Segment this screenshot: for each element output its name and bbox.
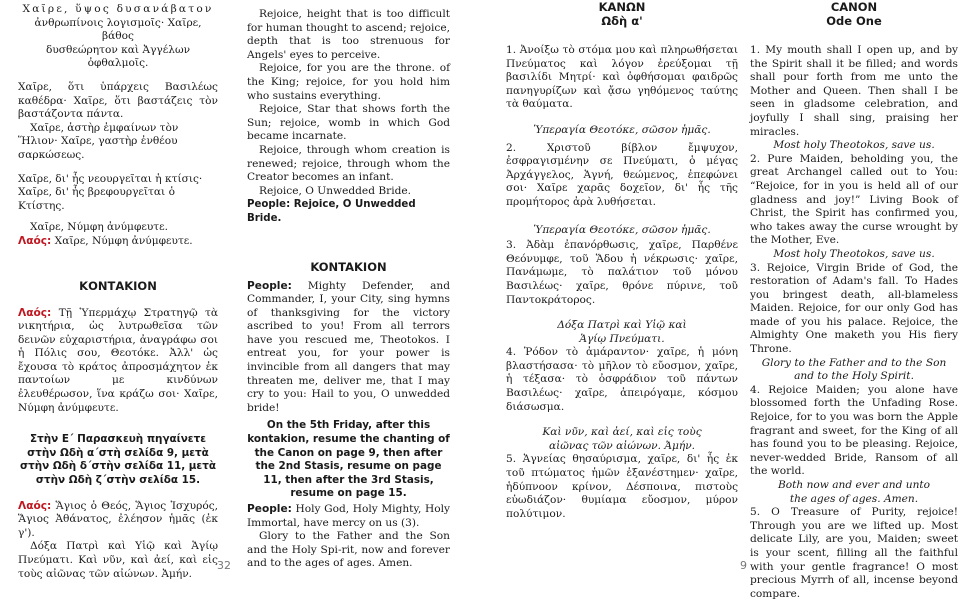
- refrain-1-greek: Ὑπεραγία Θεοτόκε, σῶσον ἡμᾶς.: [533, 123, 711, 136]
- rejoice-bride: Rejoice, O Unwedded Bride.: [259, 184, 412, 197]
- canon-title-greek: ΚΑΝΩΝ: [598, 0, 646, 14]
- people-response: [18, 235, 218, 249]
- english-akathist-column: [247, 0, 450, 571]
- rejoice-throne: Rejoice, for you are the throne. of the King; rejoice, for you hold him who sustains everything.: [247, 62, 450, 102]
- salutation-line-3: δυσθεώρητον καὶ Ἀγγέλων ὀφθαλμοῖς.: [45, 43, 191, 70]
- trisagion-people-label: Λαός:: [18, 499, 52, 512]
- greek-canon-column: [506, 0, 738, 521]
- ode-title-english: Ode One: [826, 14, 882, 28]
- rejoice-star: Rejoice, Star that shows forth the Sun; rejoice, womb in which God became incarnate.: [247, 103, 450, 143]
- salutation-line-2: ἀνθρωπίνοις λογισμοῖς· Χαῖρε, βάθος: [34, 16, 202, 43]
- troparion-2-english: 2. Pure Maiden, beholding you, the great Archangel called out to You: “Rejoice, for in you is held all of our gladness and joy!” Living Book of Christ, the Spirit has confirmed you, who takes away the curse wrought by the Mother, Eve.: [750, 152, 958, 247]
- doxa-line-2-greek: Ἁγίῳ Πνεύματι.: [579, 332, 665, 345]
- kontakion-text-block: [18, 307, 218, 416]
- friday-rubric-en: On the 5th Friday, after this kontakion, resume the chanting of the Canon on page 9, then after the 2nd Stasis, resume on page 11, then after the 3rd Stasis, resume on page 15.: [247, 419, 450, 500]
- people-rejoice-bride: People: Rejoice, O Unwedded Bride.: [247, 199, 416, 224]
- salutation-stanza-4: Χαῖρε, δι' ἧς νεουργεῖται ἡ κτίσις· Χαῖρε, δι' ἧς βρεφουργεῖται ὁ Κτίστης.: [18, 172, 203, 212]
- rejoice-creation: Rejoice, through whom creation is renewed; rejoice, through whom the Creator becomes an infant.: [247, 143, 450, 184]
- trisagion-en-people-label: People:: [247, 503, 292, 515]
- trisagion-en-block: [247, 503, 450, 530]
- troparion-4-english: 4. Rejoice Maiden; you alone have blossomed forth the Unfading Rose. Rejoice, for to you was born the Apple fragrant and sweet, for the King of all has found you to be pleasing. Rejoice, never-wedded Bride, Ransom of all the world.: [750, 383, 958, 478]
- friday-rubric: Στὴν Ε΄ Παρασκευὴ πηγαίνετε στὴν Ωδὴ α΄στὴ σελίδα 9, μετὰ στὴν Ωδὴ δ΄στὴν σελίδα 11, μετὰ στὴν Ωδὴ ζ΄στὴν σελίδα 15.: [20, 433, 216, 487]
- doxa-text: Δόξα Πατρὶ καὶ Υἱῷ καὶ Ἁγίῳ Πνεύματι. Καὶ νῦν, καὶ ἀεί, καὶ εἰς τοὺς αἰῶνας τῶν αἰώνων. Ἀμήν.: [18, 540, 218, 580]
- troparion-4-greek: 4. Ῥόδον τὸ ἀμάραντον· χαῖρε, ἡ μόνη βλαστήσασα· τὸ μῆλον τὸ εὔοσμον, χαῖρε, ἡ τέξασα· τὸ ὀσφράδιον τοῦ πάντων Βασιλέως· χαῖρε, ἀπειρόγαμε, κόσμου διάσωσμα.: [506, 346, 738, 413]
- kai-nyn-line-1: Καὶ νῦν, καὶ ἀεί, καὶ εἰς τοὺς: [542, 426, 702, 439]
- ode-title-greek: Ωδὴ α': [601, 14, 643, 28]
- rejoice-height: Rejoice, height that is too difficult for human thought to ascend; rejoice, depth that is too strenuous for Angels' eyes to perceive.: [247, 8, 450, 61]
- kontakion-title-en: KONTAKION: [310, 259, 387, 274]
- both-now-line-2: the ages of ages. Amen.: [789, 492, 919, 505]
- kontakion-en-text: Mighty Defender, and Commander, I, your City, sing hymns of thanksgiving for the victory ascribed to you! From all terrors have you rescued me, Theotokos. I entreat you, for your power is invincible from all dangers that may threaten me, deliver me, that I may cry to you: Hail to you, O unwedded bride!: [247, 279, 450, 414]
- kontakion-en-people-label: People:: [247, 279, 292, 292]
- glory-en-text: Glory to the Father and the Son and the Holy Spi-rit, now and forever and to the ages of ages. Amen.: [247, 530, 450, 570]
- salutation-stanza-5: Χαῖρε, Νύμφη ἀνύμφευτε.: [30, 221, 169, 234]
- people-label: Λαός:: [18, 234, 52, 247]
- troparion-1-english: 1. My mouth shall I open up, and by the Spirit shall it be filled; and words shall pour forth from me unto the Mother and Queen. Then shall I be seen in gladsome celebration, and joyfully I shall sing, praising her miracles.: [750, 44, 958, 138]
- trisagion-en-text: Holy God, Holy Mighty, Holy Immortal, have mercy on us (3).: [247, 503, 450, 529]
- trisagion-text: Ἅγιος ὁ Θεός, Ἅγιος Ἰσχυρός, Ἅγιος Ἀθάνατος, ἐλέησον ἡμᾶς (ἐκ γ').: [18, 499, 218, 539]
- salutation-line-1: Χαῖρε, ὕψος δυσανάβατον: [22, 3, 214, 15]
- page-number-right: 9: [740, 559, 747, 572]
- english-canon-column: [750, 0, 958, 601]
- refrain-1-english: Most holy Theotokos, save us.: [773, 139, 935, 152]
- troparion-3-english: 3. Rejoice, Virgin Bride of God, the restoration of Adam's fall. To Hades you bringest death, all-blameless Maiden. Rejoice, for our only God has made of you his palace. Rejoice, the Almighty One maketh you His fiery Throne.: [750, 261, 958, 356]
- kontakion-title: ΚΟΝΤΑΚΙΟΝ: [79, 278, 157, 293]
- salutation-stanza-3: Χαῖρε, ἀστὴρ ἐμφαίνων τὸν Ἥλιον· Χαῖρε, γαστὴρ ἐνθέου σαρκώσεως.: [18, 121, 179, 161]
- troparion-5-english: 5. O Treasure of Purity, rejoice! Through you are we lifted up. Most delicate Lily, are you, Maiden; sweet is your scent, filling all the faithful with your gentle fragrance! O most precious Myrrh of all, incense beyond compare.: [750, 506, 958, 600]
- people-response-text: Χαῖρε, Νύμφη ἀνύμφευτε.: [54, 234, 193, 247]
- kontakion-people-label: Λαός:: [18, 306, 52, 319]
- greek-akathist-column: [18, 0, 218, 581]
- glory-line-2-english: and to the Holy Spirit.: [794, 370, 914, 383]
- trisagion-block: [18, 500, 218, 541]
- troparion-1-greek: 1. Ἀνοίξω τὸ στόμα μου καὶ πληρωθήσεται Πνεύματος καὶ λόγον ἐρεύξομαι τῇ βασιλίδι Μητρί· καὶ ὀφθήσομαι φαιδρῶς πανηγυρίζων καὶ ᾄσω γηθόμενος ταύτης τὰ θαύματα.: [506, 44, 738, 111]
- page-number-left: 32: [217, 559, 231, 572]
- kontakion-en-block: [247, 280, 450, 416]
- refrain-2-english: Most holy Theotokos, save us.: [773, 247, 935, 260]
- refrain-2-greek: Ὑπεραγία Θεοτόκε, σῶσον ἡμᾶς.: [533, 223, 711, 236]
- doxa-line-1-greek: Δόξα Πατρὶ καὶ Υἱῷ καὶ: [557, 319, 687, 332]
- salutation-stanza-2: Χαῖρε, ὅτι ὑπάρχεις Βασιλέως καθέδρα· Χαῖρε, ὅτι βαστάζεις τὸν βαστάζοντα πάντα.: [18, 80, 218, 121]
- both-now-line-1: Both now and ever and unto: [777, 479, 931, 491]
- troparion-5-greek: 5. Ἁγνείας θησαύρισμα, χαῖρε, δι' ἧς ἐκ τοῦ πτώματος ἡμῶν ἐξανέστημεν· χαῖρε, ἡδύπνοον κρίνον, Δέσποινα, πιστοὺς εὐωδιάζον· θυμίαμα εὔοσμον, μύρον πολύτιμον.: [506, 453, 738, 520]
- glory-line-1-english: Glory to the Father and to the Son: [761, 356, 947, 369]
- kontakion-text: Τῇ Ὑπερμάχῳ Στρατηγῷ τὰ νικητήρια, ὡς λυτρωθεῖσα τῶν δεινῶν εὐχαριστήρια, ἀναγράφω σοι ἡ Πόλις σου, Θεοτόκε. Ἀλλ' ὡς ἔχουσα τὸ κράτος ἀπροσμάχητον ἐκ παντοίων με κινδύνων ἐλευθέρωσον, ἵνα κράζω σοι· Χαῖρε, Νύμφη ἀνύμφευτε.: [18, 306, 218, 414]
- canon-title-english: CANON: [830, 0, 878, 14]
- kai-nyn-line-2: αἰῶνας τῶν αἰώνων. Ἀμήν.: [548, 439, 696, 452]
- troparion-3-greek: 3. Ἀδὰμ ἐπανόρθωσις, χαῖρε, Παρθένε Θεόνυμφε, τοῦ Ἅδου ἡ νέκρωσις· χαῖρε, Πανάμωμε, τὸ παλάτιον τοῦ μόνου Βασιλέως· χαῖρε, θρόνε πύρινε, τοῦ Παντοκράτορος.: [506, 239, 738, 306]
- troparion-2-greek: 2. Χριστοῦ βίβλον ἔμψυχον, ἐσφραγισμένην σε Πνεύματι, ὁ μέγας Ἀρχάγγελος, Ἁγνή, θεώμενος, ἐπεφώνει σοι· Χαῖρε χαρᾶς δοχεῖον, δι' ἧς τῆς προμήτορος ἀρὰ λυθήσεται.: [506, 141, 738, 208]
